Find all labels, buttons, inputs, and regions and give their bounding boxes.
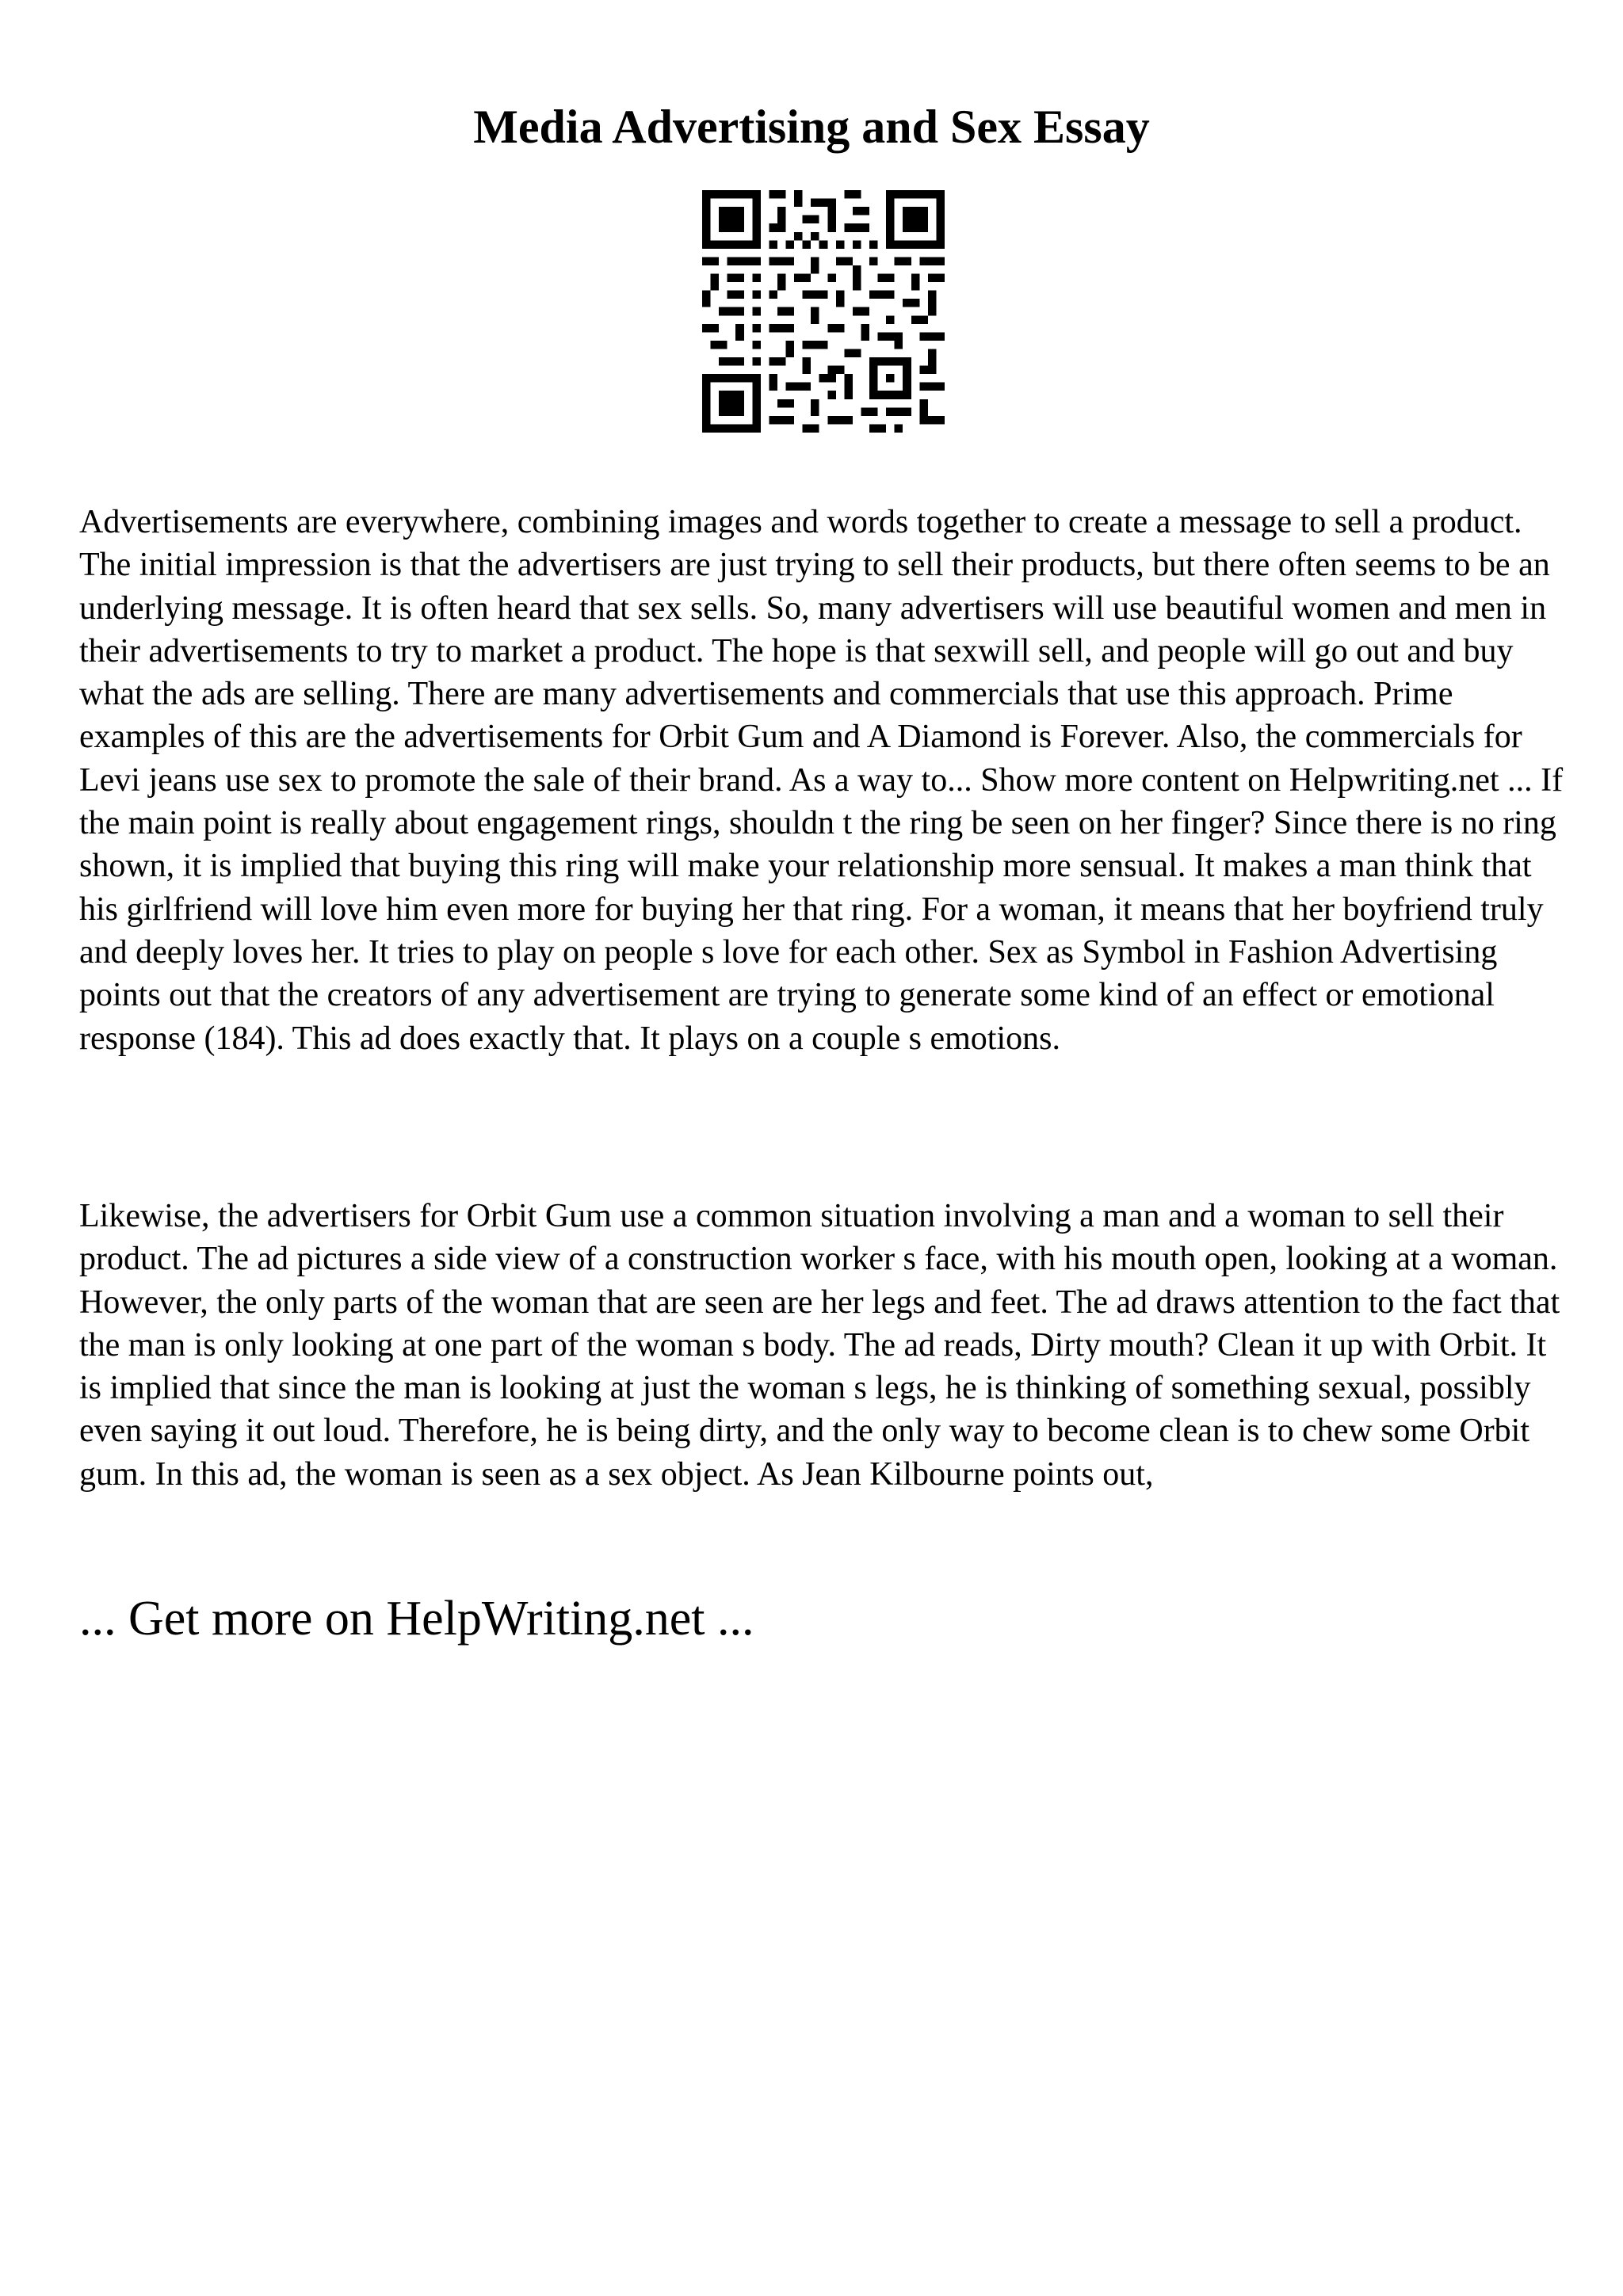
- qr-code-icon: [702, 190, 945, 433]
- essay-paragraph-2: Likewise, the advertisers for Orbit Gum use a common situation involving a man and a woman to sell their product. The ad pictures a side view of a construction worker s face, with his mouth open, looking at a woman. However, the only parts of the woman that are seen are her legs and feet. The ad draws attention to the fact that the man is only looking at one part of the woman s body. The ad reads, Dirty mouth? Clean it up with Orbit. It is implied that since the man is looking at just the woman s legs, he is thinking of something sexual, possibly even saying it out loud. Therefore, he is being dirty, and the only way to become clean is to chew some Orbit gum. In this ad, the woman is seen as a sex object. As Jean Kilbourne points out,: [79, 1198, 1560, 1493]
- get-more-link[interactable]: ... Get more on HelpWriting.net ...: [79, 1592, 754, 1646]
- document-title: Media Advertising and Sex Essay: [473, 101, 1150, 153]
- essay-paragraph-1: Advertisements are everywhere, combining images and words together to create a message to sell a product. The initial impression is that the advertisers are just trying to sell their products, but there often seems to be an underlying message. It is often heard that sex sells. So, many advertisers will use beautiful women and men in their advertisements to try to market a product. The hope is that sexwill sell, and people will go out and buy what the ads are selling. There are many advertisements and commercials that use this approach. Prime examples of this are the advertisements for Orbit Gum and A Diamond is Forever. Also, the commercials for Levi jeans use sex to promote the sale of their brand. As a way to... Show more content on Helpwriting.net ... If the main point is really about engagement rings, shouldn t the ring be seen on her finger? Since there is no ring shown, it is implied that buying this ring will make your relationship more sensual. It makes a man think that his girlfriend will love him even more for buying her that ring. For a woman, it means that her boyfriend truly and deeply loves her. It tries to play on people s love for each other. Sex as Symbol in Fashion Advertising points out that the creators of any advertisement are trying to generate some kind of an effect or emotional response (184). This ad does exactly that. It plays on a couple s emotions.: [79, 504, 1564, 1057]
